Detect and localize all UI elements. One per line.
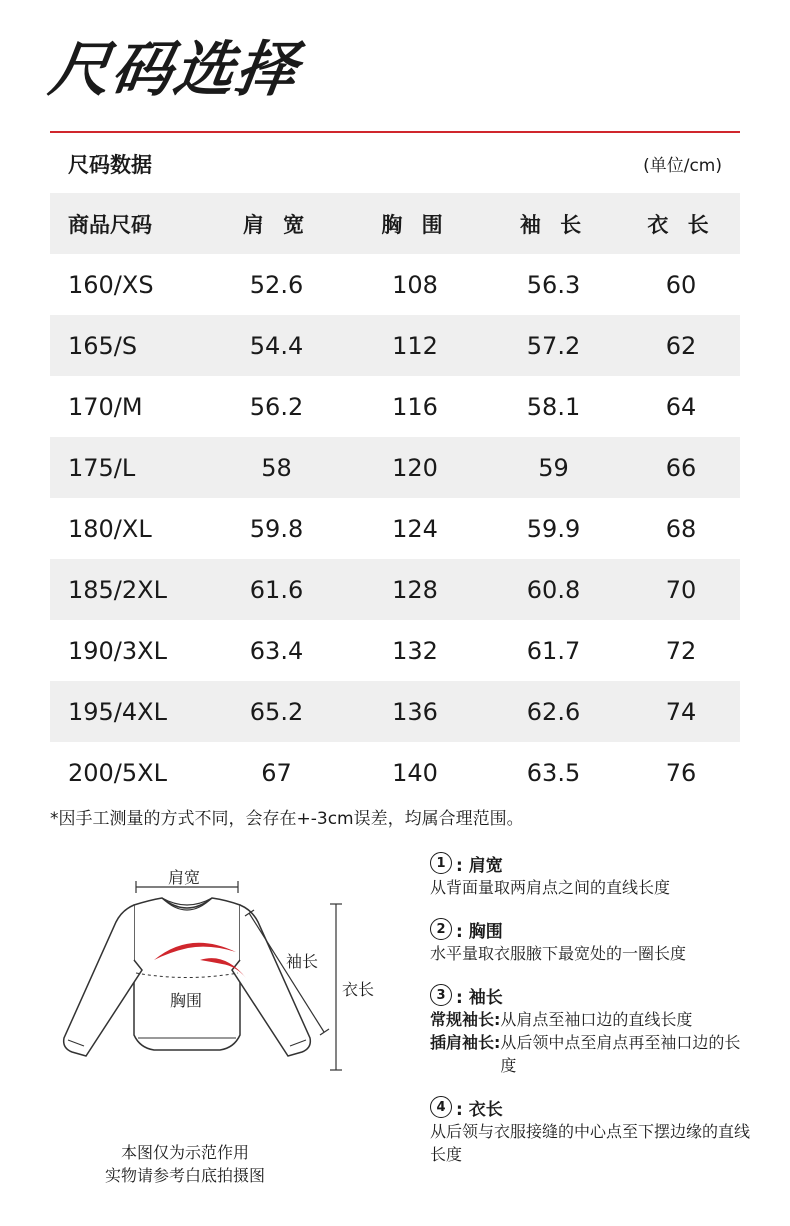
measurement-footnote: *因手工测量的方式不同，会存在+-3cm误差，均属合理范围。 (50, 809, 524, 829)
caption-line: 本图仅为示范作用 (120, 1143, 249, 1162)
size-cell: 200/5XL (68, 758, 167, 787)
shoulder-cell: 63.4 (249, 636, 304, 665)
size-cell: 165/S (68, 331, 138, 360)
sleeve-cell: 59.9 (526, 514, 581, 543)
length-cell: 68 (665, 514, 697, 543)
shoulder-cell: 59.8 (249, 514, 304, 543)
length-cell: 64 (665, 392, 697, 421)
page-title: 尺码选择 (45, 35, 303, 105)
table-row (50, 437, 740, 498)
table-row (50, 254, 740, 315)
size-cell: 185/2XL (68, 575, 167, 604)
chest-cell: 120 (392, 453, 438, 482)
red-divider (50, 131, 740, 133)
left-sleeve (64, 905, 142, 1056)
length-label: 衣长 (342, 980, 375, 999)
length-cell: 72 (665, 636, 697, 665)
size-cell: 175/L (68, 453, 136, 482)
chest-label: 胸围 (170, 991, 203, 1010)
chest-cell: 112 (392, 331, 438, 360)
garment-body (134, 898, 240, 1050)
sleeve-cell: 61.7 (526, 636, 581, 665)
table-row (50, 376, 740, 437)
shoulder-label: 肩宽 (168, 868, 201, 887)
number-3-icon: 3 (430, 984, 452, 1006)
chest-cell: 116 (392, 392, 438, 421)
right-sleeve (232, 905, 310, 1056)
sleeve-cell: 56.3 (526, 270, 581, 299)
number-2-icon: 2 (430, 918, 452, 940)
caption-line: 实物请参考白底拍摄图 (104, 1166, 265, 1185)
column-header: 衣 长 (647, 212, 715, 237)
sweatshirt-illustration (50, 860, 380, 1090)
table-header-row (50, 193, 740, 254)
raglan-sleeve-line (430, 1031, 750, 1077)
regular-sleeve-line (430, 1008, 750, 1031)
size-table (50, 193, 740, 803)
sleeve-label: 袖长 (286, 952, 319, 971)
unit-note: (单位/cm) (643, 156, 722, 176)
number-4-icon: 4 (430, 1096, 452, 1118)
table-row (50, 620, 740, 681)
sleeve-dimension-tick (320, 1029, 329, 1035)
shoulder-cell: 58 (261, 453, 292, 482)
size-cell: 190/3XL (68, 636, 167, 665)
definition-title: : 胸围 (456, 921, 503, 942)
column-header: 袖 长 (519, 212, 588, 237)
length-cell: 62 (665, 331, 697, 360)
regular-sleeve-text: 从肩点至袖口边的直线长度 (500, 1010, 693, 1029)
chest-cell: 136 (392, 697, 438, 726)
definition-text: 水平量取衣服腋下最宽处的一圈长度 (430, 944, 687, 963)
definition-shoulder (430, 850, 750, 899)
column-header: 商品尺码 (68, 212, 152, 237)
size-cell: 160/XS (68, 270, 154, 299)
definition-text: 从后领与衣服接缝的中心点至下摆边缘的直线长度 (430, 1122, 751, 1164)
sleeve-cell: 57.2 (526, 331, 581, 360)
chest-cell: 132 (392, 636, 438, 665)
raglan-sleeve-label: 插肩袖长: (430, 1033, 501, 1052)
garment-diagram (50, 860, 380, 1090)
table-row (50, 559, 740, 620)
shoulder-cell: 65.2 (249, 697, 304, 726)
number-1-icon: 1 (430, 852, 452, 874)
sleeve-cell: 62.6 (526, 697, 581, 726)
column-header: 胸 围 (381, 212, 449, 237)
sleeve-cell: 60.8 (526, 575, 581, 604)
length-cell: 60 (665, 270, 697, 299)
length-cell: 66 (665, 453, 697, 482)
table-row (50, 315, 740, 376)
definition-title: : 衣长 (456, 1099, 503, 1120)
table-row (50, 498, 740, 559)
definition-text: 从背面量取两肩点之间的直线长度 (430, 878, 671, 897)
shoulder-cell: 52.6 (249, 270, 304, 299)
chest-cell: 140 (392, 758, 438, 787)
raglan-sleeve-text: 从后领中点至肩点再至袖口边的长度 (500, 1033, 741, 1075)
diagram-caption (60, 1141, 310, 1187)
definition-sleeve (430, 982, 750, 1077)
table-row (50, 681, 740, 742)
chest-cell: 128 (392, 575, 438, 604)
definition-title: : 肩宽 (456, 855, 503, 876)
shoulder-cell: 61.6 (249, 575, 304, 604)
chest-cell: 108 (392, 270, 438, 299)
sleeve-cell: 59 (538, 453, 569, 482)
chest-cell: 124 (392, 514, 438, 543)
length-cell: 70 (665, 575, 697, 604)
shoulder-cell: 56.2 (249, 392, 304, 421)
definition-chest (430, 916, 750, 965)
definition-length (430, 1094, 750, 1166)
length-cell: 76 (665, 758, 697, 787)
section-title: 尺码数据 (68, 153, 152, 177)
sleeve-cell: 58.1 (526, 392, 581, 421)
sleeve-cell: 63.5 (526, 758, 581, 787)
regular-sleeve-label: 常规袖长: (430, 1010, 501, 1029)
size-cell: 170/M (68, 392, 143, 421)
size-cell: 180/XL (68, 514, 152, 543)
shoulder-cell: 67 (261, 758, 292, 787)
column-header: 肩 宽 (242, 212, 311, 237)
table-row (50, 742, 740, 803)
size-cell: 195/4XL (68, 697, 167, 726)
length-cell: 74 (665, 697, 697, 726)
shoulder-cell: 54.4 (249, 331, 304, 360)
definition-title: : 袖长 (456, 987, 503, 1008)
measurement-definitions (430, 850, 750, 1183)
